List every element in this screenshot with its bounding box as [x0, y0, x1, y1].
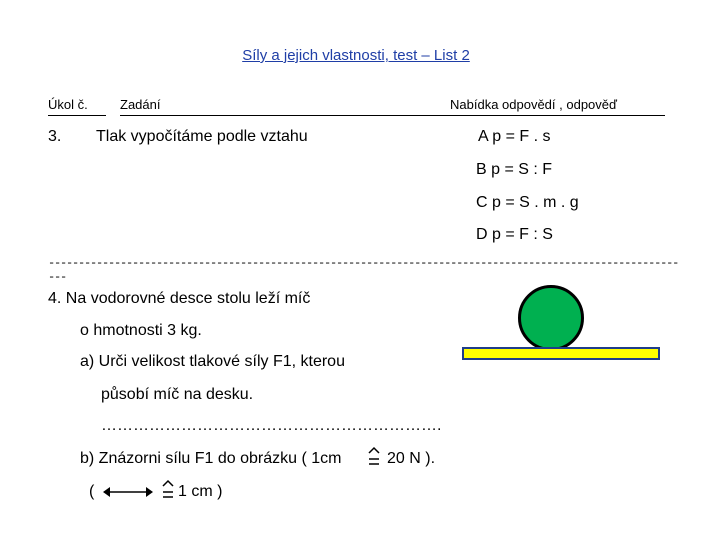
- scale-open-paren: (: [89, 483, 95, 500]
- option-a: A p = F . s: [478, 128, 551, 145]
- page-title: Síly a jejich vlastnosti, test – List 2: [242, 47, 470, 64]
- header-task-number: Úkol č.: [48, 97, 88, 112]
- option-b: B p = S : F: [476, 161, 553, 178]
- question-4-part-b-end: 20 N ).: [387, 450, 436, 467]
- answer-dots: ……………………………………………………….: [101, 417, 442, 434]
- option-d: D p = F : S: [476, 226, 553, 243]
- question-4-line-2: o hmotnosti 3 kg.: [80, 322, 202, 339]
- option-c: C p = S . m . g: [476, 194, 579, 211]
- question-4-part-a: a) Urči velikost tlakové síly F1, kterou: [80, 353, 345, 370]
- double-arrow-icon: [101, 485, 155, 499]
- table-board-illustration: [462, 347, 660, 360]
- header-assignment: Zadání: [120, 97, 161, 112]
- header-answers: Nabídka odpovědí , odpověď: [450, 97, 618, 112]
- section-divider: ------------------------------------------------------------------------------------------------------------: [48, 256, 679, 284]
- header-underline-task: [48, 115, 106, 116]
- estimates-icon-scale: [160, 478, 176, 502]
- header-underline-main: [120, 115, 665, 116]
- scale-text: 1 cm ): [178, 483, 223, 500]
- ball-illustration: [518, 285, 584, 351]
- question-3-number: 3.: [48, 128, 62, 145]
- question-4-part-b: b) Znázorni sílu F1 do obrázku ( 1cm: [80, 450, 342, 467]
- estimates-icon: [366, 445, 382, 469]
- question-3-text: Tlak vypočítáme podle vztahu: [96, 128, 308, 145]
- question-4-part-a-cont: působí míč na desku.: [101, 386, 254, 403]
- question-4-line-1: 4. Na vodorovné desce stolu leží míč: [48, 290, 311, 307]
